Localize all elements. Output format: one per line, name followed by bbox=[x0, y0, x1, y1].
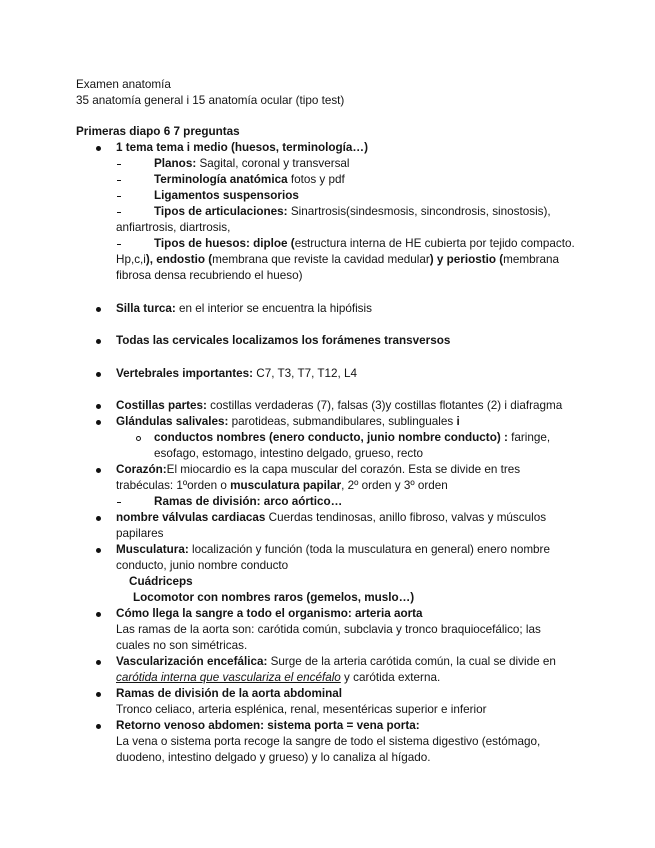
text: membrana que reviste la cavidad medular bbox=[212, 253, 430, 266]
list-item: Ramas de división de la aorta abdominal bbox=[116, 687, 343, 700]
value: El miocardio es la capa muscular del corazón. Esta se divide en tres bbox=[166, 463, 521, 476]
dash-icon bbox=[117, 244, 121, 245]
value: localización y función (toda la musculatura en general) enero nombre bbox=[188, 543, 550, 556]
continuation: cuales no son simétricas. bbox=[116, 639, 248, 652]
value: fotos y pdf bbox=[287, 173, 345, 186]
label: Tipos de huesos: diploe ( bbox=[154, 237, 295, 250]
bullet-icon bbox=[96, 468, 101, 473]
sub-item-ligamentos: Ligamentos suspensorios bbox=[154, 189, 299, 202]
label: Tipos de articulaciones: bbox=[154, 205, 288, 218]
list-item bbox=[116, 366, 357, 382]
continuation: conducto, junio nombre conducto bbox=[116, 559, 289, 572]
continuation: papilares bbox=[116, 527, 164, 540]
list-item bbox=[116, 398, 562, 414]
label: ), endostio ( bbox=[145, 253, 213, 266]
section-heading: Primeras diapo 6 7 preguntas bbox=[76, 125, 240, 138]
bullet-icon bbox=[96, 146, 101, 151]
dash-icon bbox=[117, 212, 121, 213]
bullet-icon bbox=[96, 612, 101, 617]
label: Planos: bbox=[154, 157, 197, 170]
doc-subtitle: 35 anatomía general i 15 anatomía ocular (tipo test) bbox=[76, 94, 345, 107]
value: faringe, bbox=[507, 431, 551, 444]
sub-heading-locomotor: Locomotor con nombres raros (gemelos, muslo…) bbox=[133, 591, 415, 604]
label: Silla turca: bbox=[116, 302, 176, 315]
value: estructura interna de HE cubierta por tejido compacto. bbox=[294, 237, 575, 250]
list-item: Retorno venoso abdomen: sistema porta = vena porta: bbox=[116, 719, 420, 732]
continuation bbox=[116, 670, 440, 686]
value: parotideas, submandibulares, sublinguales bbox=[228, 415, 457, 428]
list-item bbox=[116, 301, 372, 317]
bullet-icon bbox=[96, 372, 101, 377]
value: costillas verdaderas (7), falsas (3)y costillas flotantes (2) i diafragma bbox=[206, 399, 563, 412]
bullet-icon bbox=[96, 724, 101, 729]
dash-icon bbox=[117, 196, 121, 197]
list-item: 1 tema tema i medio (huesos, terminología…) bbox=[116, 141, 368, 154]
label: Terminología anatómica bbox=[154, 173, 288, 186]
label: i bbox=[456, 415, 460, 428]
sub-item-terminologia bbox=[154, 172, 345, 188]
bullet-icon bbox=[96, 404, 101, 409]
sub-item-conductos bbox=[154, 430, 550, 446]
bullet-icon bbox=[96, 692, 101, 697]
label: Musculatura: bbox=[116, 543, 189, 556]
bullet-icon bbox=[96, 548, 101, 553]
value: Surge de la arteria carótida común, la cual se divide en bbox=[267, 655, 556, 668]
dash-icon bbox=[117, 180, 121, 181]
circle-bullet-icon bbox=[136, 436, 141, 441]
value: Cuerdas tendinosas, anillo fibroso, valvas y músculos bbox=[265, 511, 547, 524]
continuation: esofago, estomago, intestino delgado, grueso, recto bbox=[154, 447, 423, 460]
list-item bbox=[116, 510, 546, 526]
sub-item-planos bbox=[154, 156, 350, 172]
list-item: Todas las cervicales localizamos los forámenes transversos bbox=[116, 334, 451, 347]
text: Hp,c,i bbox=[116, 253, 146, 266]
text: y carótida externa. bbox=[340, 671, 441, 684]
continuation: Tronco celiaco, arteria esplénica, renal, mesentéricas superior e inferior bbox=[116, 703, 487, 716]
value: en el interior se encuentra la hipófisis bbox=[175, 302, 372, 315]
continuation: La vena o sistema porta recoge la sangre de todo el sistema digestivo (estómago, bbox=[116, 735, 541, 748]
label: Costillas partes: bbox=[116, 399, 207, 412]
continuation: fibrosa densa recubriendo el hueso) bbox=[116, 269, 303, 282]
underlined-text: carótida interna que vasculariza el encéfalo bbox=[116, 671, 341, 684]
label: Vertebrales importantes: bbox=[116, 367, 254, 380]
label: conductos nombres (enero conducto, junio nombre conducto) : bbox=[154, 431, 508, 444]
sub-heading-cuadriceps: Cuádriceps bbox=[129, 575, 193, 588]
list-item: Cómo llega la sangre a todo el organismo: arteria aorta bbox=[116, 607, 423, 620]
list-item bbox=[116, 414, 460, 430]
bullet-icon bbox=[96, 660, 101, 665]
value: C7, T3, T7, T12, L4 bbox=[253, 367, 358, 380]
text: trabéculas: 1ºorden o bbox=[116, 479, 231, 492]
bullet-icon bbox=[96, 420, 101, 425]
continuation: duodeno, intestino delgado y grueso) y lo canaliza al hígado. bbox=[116, 751, 431, 764]
text: membrana bbox=[503, 253, 560, 266]
doc-title: Examen anatomía bbox=[76, 78, 171, 91]
dash-icon bbox=[117, 164, 121, 165]
sub-item-huesos bbox=[154, 236, 575, 252]
bullet-icon bbox=[96, 307, 101, 312]
label: musculatura papilar bbox=[230, 479, 342, 492]
value: Sagital, coronal y transversal bbox=[196, 157, 350, 170]
list-item bbox=[116, 462, 520, 478]
sub-item-ramas-arco: Ramas de división: arco aórtico… bbox=[154, 495, 343, 508]
label: Vascularización encefálica: bbox=[116, 655, 268, 668]
list-item bbox=[116, 542, 550, 558]
dash-icon bbox=[117, 502, 121, 503]
label: Corazón: bbox=[116, 463, 167, 476]
continuation: Las ramas de la aorta son: carótida común, subclavia y tronco braquiocefálico; las bbox=[116, 623, 541, 636]
continuation bbox=[116, 252, 559, 268]
bullet-icon bbox=[96, 516, 101, 521]
continuation: anfiartrosis, diartrosis, bbox=[116, 221, 231, 234]
list-item bbox=[116, 654, 556, 670]
label: Glándulas salivales: bbox=[116, 415, 229, 428]
value: Sinartrosis(sindesmosis, sincondrosis, sinostosis), bbox=[287, 205, 551, 218]
label: ) y periostio ( bbox=[429, 253, 504, 266]
bullet-icon bbox=[96, 339, 101, 344]
continuation bbox=[116, 478, 448, 494]
label: nombre válvulas cardiacas bbox=[116, 511, 266, 524]
sub-item-articulaciones bbox=[154, 204, 551, 220]
text: , 2º orden y 3º orden bbox=[341, 479, 448, 492]
